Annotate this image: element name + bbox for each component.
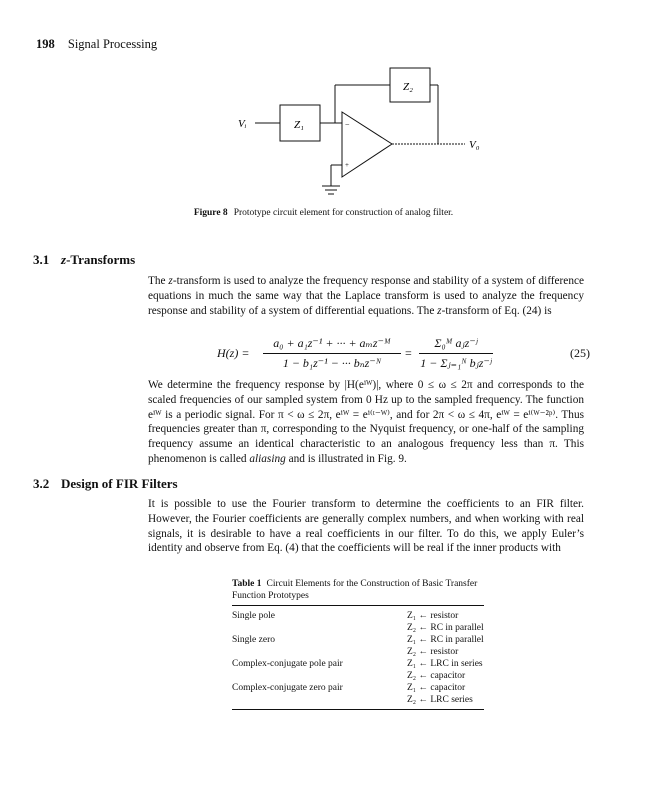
table-row: Z₂ ← capacitor <box>407 671 466 681</box>
page-number: 198 <box>36 37 55 51</box>
section-heading-3-1: 3.1 z-Transforms <box>33 252 136 267</box>
z2-label: Z₂ <box>403 81 413 93</box>
paragraph-fir-design: It is possible to use the Fourier transform to determine the coefficients to an FIR filter. However, the Fourier coefficients are generally complex numbers, and when working with real signals, it is desirable to have a real coefficients in our filter. To do this, we apply Euler’s identity and observe from Eq. (4) that the coefficients will be real if the inner products with <box>148 498 584 555</box>
figure-label: Figure 8 <box>193 208 228 218</box>
vo-label: V₀ <box>469 139 480 151</box>
figure-caption-text: Prototype circuit element for construction of analog filter. <box>233 208 454 218</box>
equation-equals: = <box>405 346 412 360</box>
table-row: Complex-conjugate pole pair Z₁ ← LRC in series <box>232 659 483 669</box>
table-1 <box>232 578 484 710</box>
section-heading-3-2: 3.2 Design of FIR Filters <box>33 476 178 491</box>
vi-label: Vᵢ <box>238 118 247 130</box>
equation-fraction-2: Σ₀ᴹ aⱼz⁻ʲ 1 − Σⱼ₌₁ᴺ bⱼz⁻ʲ <box>420 336 492 370</box>
table-row: Single zero Z₁ ← RC in parallel <box>232 635 484 645</box>
table-row: Complex-conjugate zero pair Z₁ ← capacitor <box>232 683 466 693</box>
equation-number: (25) <box>570 346 590 360</box>
table-row: Z₂ ← LRC series <box>407 695 473 705</box>
plus-label: + <box>345 161 349 169</box>
table-row: Z₂ ← RC in parallel <box>407 623 484 633</box>
z1-label: Z₁ <box>294 119 304 131</box>
equation-fraction-1: a₀ + a₁z⁻¹ + ··· + aₘz⁻ᴹ 1 − b₁z⁻¹ − ··· bₙz⁻ᴺ <box>263 336 401 371</box>
circuit-diagram <box>225 60 495 210</box>
table-caption: Table 1 Circuit Elements for the Construction of Basic Transfer Function Prototypes <box>232 579 478 601</box>
figure-caption <box>0 208 647 218</box>
running-title: Signal Processing <box>67 37 158 51</box>
equation-lhs: H(z) = <box>217 346 250 360</box>
paragraph-z-transform-intro: The z-transform is used to analyze the frequency response and stability of a system of difference equations in much the same way that the Laplace transform is used to analyze the frequency response and stability of a system of differential equations. The z-transform of Eq. (24) is <box>148 275 584 317</box>
table-row: Single pole Z₁ ← resistor <box>232 611 459 621</box>
running-head <box>36 37 157 52</box>
table-row: Z₂ ← resistor <box>407 647 459 657</box>
paragraph-frequency-response: We determine the frequency response by |H(eⁱᵂ)|, where 0 ≤ ω ≤ 2π and corresponds to the scaled frequencies of our sampled system from 0 Hz up to the sampled frequency. The function eⁱᵂ is a periodic signal. For π < ω ≤ 2π, eⁱᵂ = eⁱ⁽ᵗ⁻ᵂ⁾, and for 2π < ω ≤ 4π, eⁱᵂ = eⁱ⁽ᵂ⁻²ᵖ⁾. Thus frequencies greater than π, corresponding to the Nyquist frequency, or one-half of the sampling frequency assume an identical characteristic to an analogous frequency less than π. This phenomenon is called aliasing and is illustrated in Fig. 9. <box>148 379 584 465</box>
minus-label: − <box>345 120 350 129</box>
equation-25 <box>205 336 590 370</box>
